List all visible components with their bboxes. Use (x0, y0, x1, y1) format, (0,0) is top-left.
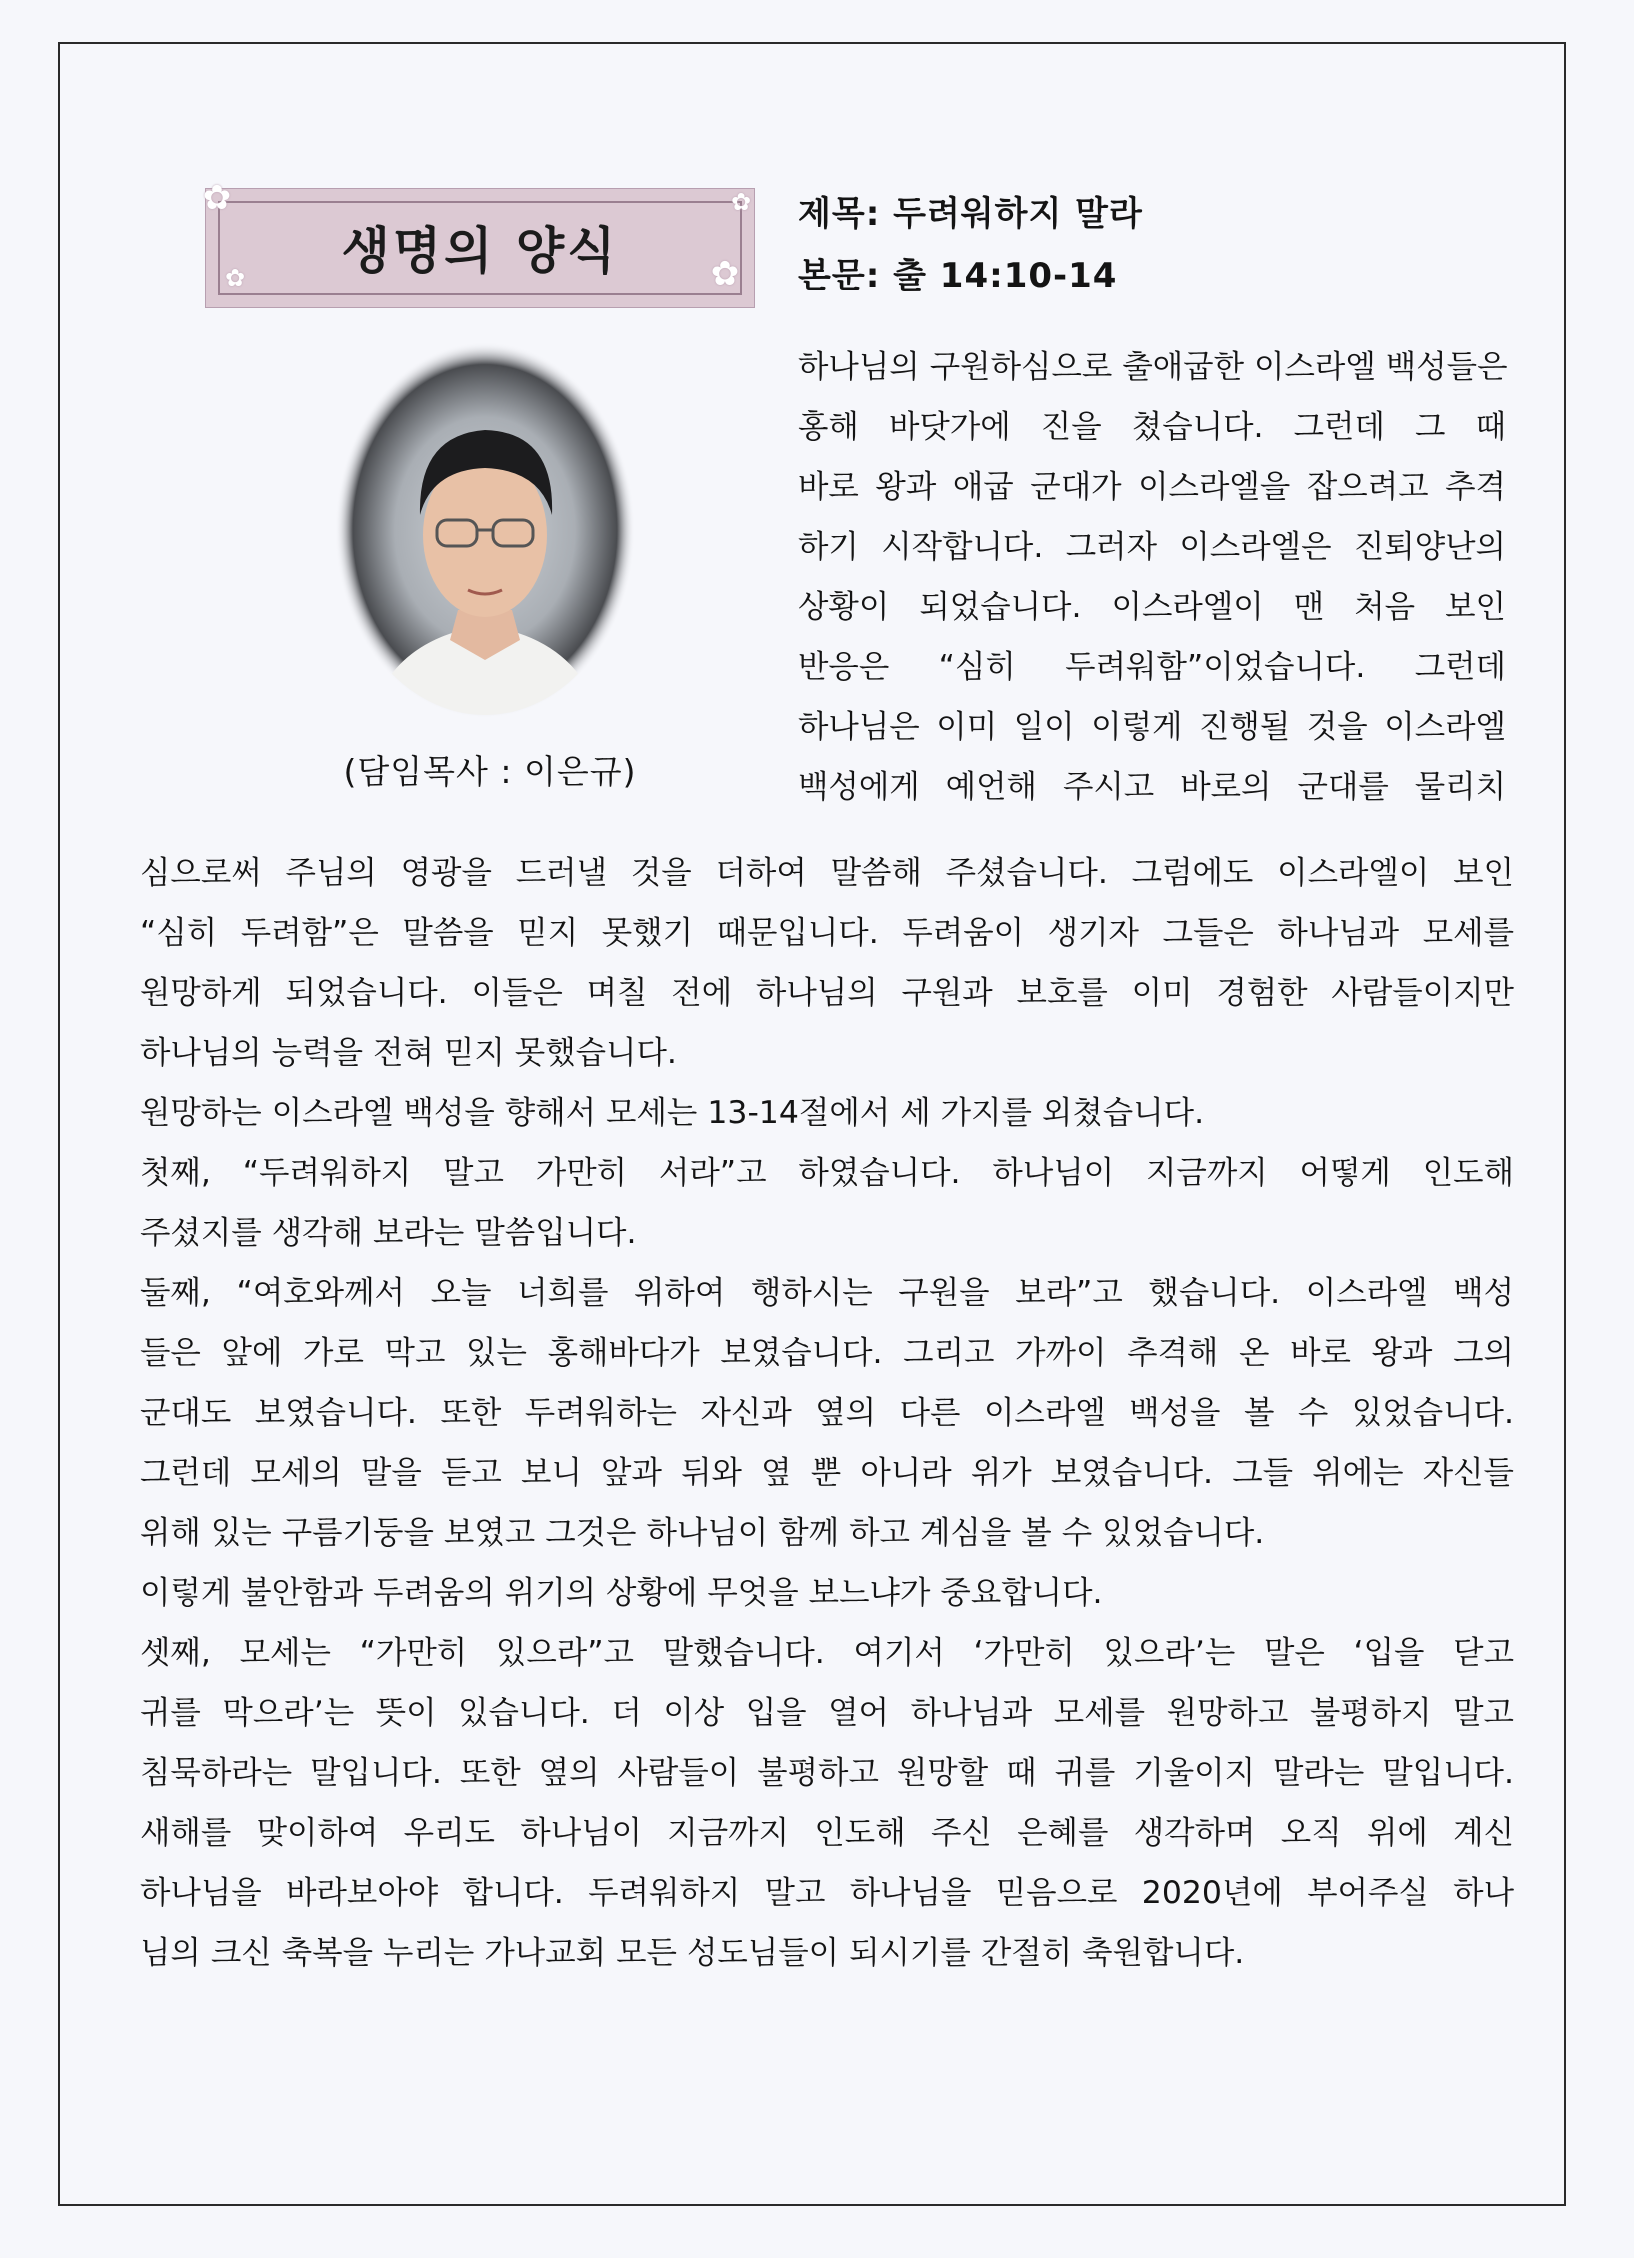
text-line: 침묵하라는 말입니다. 또한 옆의 사람들이 불평하고 원망할 때 귀를 기울이지 말라는 말입니다. (140, 1755, 1514, 1791)
text-line: 군대도 보였습니다. 또한 두려워하는 자신과 옆의 다른 이스라엘 백성을 볼 수 있었습니다. (140, 1395, 1514, 1431)
flower-icon: ✿ (224, 264, 246, 292)
text-line: 바로 왕과 애굽 군대가 이스라엘을 잡으려고 추격 (798, 469, 1506, 505)
text-line: 귀를 막으라’는 뜻이 있습니다. 더 이상 입을 열어 하나님과 모세를 원망하고 불평하지 말고 (140, 1695, 1514, 1731)
text-line: 주셨지를 생각해 보라는 말씀입니다. (140, 1215, 637, 1251)
text-line: 들은 앞에 가로 막고 있는 홍해바다가 보였습니다. 그리고 가까이 추격해 온 바로 왕과 그의 (140, 1335, 1514, 1371)
text-line: 백성에게 예언해 주시고 바로의 군대를 물리치 (798, 769, 1506, 805)
text-line: 하나님의 구원하심으로 출애굽한 이스라엘 백성들은 (798, 349, 1508, 385)
page-title: 생명의 양식 (341, 222, 619, 280)
pastor-caption: (담임목사 : 이은규) (343, 752, 637, 791)
sermon-scripture: 본문: 출 14:10-14 (798, 256, 1118, 296)
text-line: 이렇게 불안함과 두려움의 위기의 상황에 무엇을 보느냐가 중요합니다. (140, 1575, 1103, 1611)
text-line: 위해 있는 구름기둥을 보였고 그것은 하나님이 함께 하고 계심을 볼 수 있었습니다. (140, 1515, 1265, 1551)
text-line: 하나님을 바라보아야 합니다. 두려워하지 말고 하나님을 믿음으로 2020년에 부어주실 하나 (140, 1875, 1515, 1911)
text-line: 님의 크신 축복을 누리는 가나교회 모든 성도님들이 되시기를 간절히 축원합니다. (140, 1935, 1245, 1971)
text-line: 반응은 “심히 두려워함”이었습니다. 그런데 (798, 649, 1506, 685)
pastor-photo (330, 340, 640, 720)
text-line: 첫째, “두려워하지 말고 가만히 서라”고 하였습니다. 하나님이 지금까지 어떻게 인도해 (140, 1155, 1514, 1191)
text-line: 상황이 되었습니다. 이스라엘이 맨 처음 보인 (798, 589, 1506, 625)
text-line: 원망하는 이스라엘 백성을 향해서 모세는 13-14절에서 세 가지를 외쳤습니다. (140, 1095, 1205, 1131)
flower-icon: ✿ (710, 254, 740, 294)
text-line: 홍해 바닷가에 진을 쳤습니다. 그런데 그 때 (798, 409, 1506, 445)
flower-icon: ✿ (202, 178, 232, 218)
text-line: 원망하게 되었습니다. 이들은 며칠 전에 하나님의 구원과 보호를 이미 경험한 사람들이지만 (140, 975, 1514, 1011)
text-line: 셋째, 모세는 “가만히 있으라”고 말했습니다. 여기서 ‘가만히 있으라’는 말은 ‘입을 닫고 (140, 1635, 1514, 1671)
text-line: 그런데 모세의 말을 듣고 보니 앞과 뒤와 옆 뿐 아니라 위가 보였습니다. 그들 위에는 자신들 (140, 1455, 1514, 1491)
text-line: 둘째, “여호와께서 오늘 너희를 위하여 행하시는 구원을 보라”고 했습니다. 이스라엘 백성 (140, 1275, 1514, 1311)
text-line: 새해를 맞이하여 우리도 하나님이 지금까지 인도해 주신 은혜를 생각하며 오직 위에 계신 (140, 1815, 1514, 1851)
text-line: 하기 시작합니다. 그러자 이스라엘은 진퇴양난의 (798, 529, 1506, 565)
text-line: 하나님의 능력을 전혀 믿지 못했습니다. (140, 1035, 677, 1071)
text-line: 하나님은 이미 일이 이렇게 진행될 것을 이스라엘 (798, 709, 1506, 745)
text-line: “심히 두려함”은 말씀을 믿지 못했기 때문입니다. 두려움이 생기자 그들은 하나님과 모세를 (140, 915, 1514, 951)
title-banner (202, 178, 755, 308)
text-line: 심으로써 주님의 영광을 드러낼 것을 더하여 말씀해 주셨습니다. 그럼에도 이스라엘이 보인 (140, 855, 1514, 891)
flower-icon: ✿ (730, 188, 752, 216)
sermon-subject: 제목: 두려워하지 말라 (798, 194, 1143, 234)
